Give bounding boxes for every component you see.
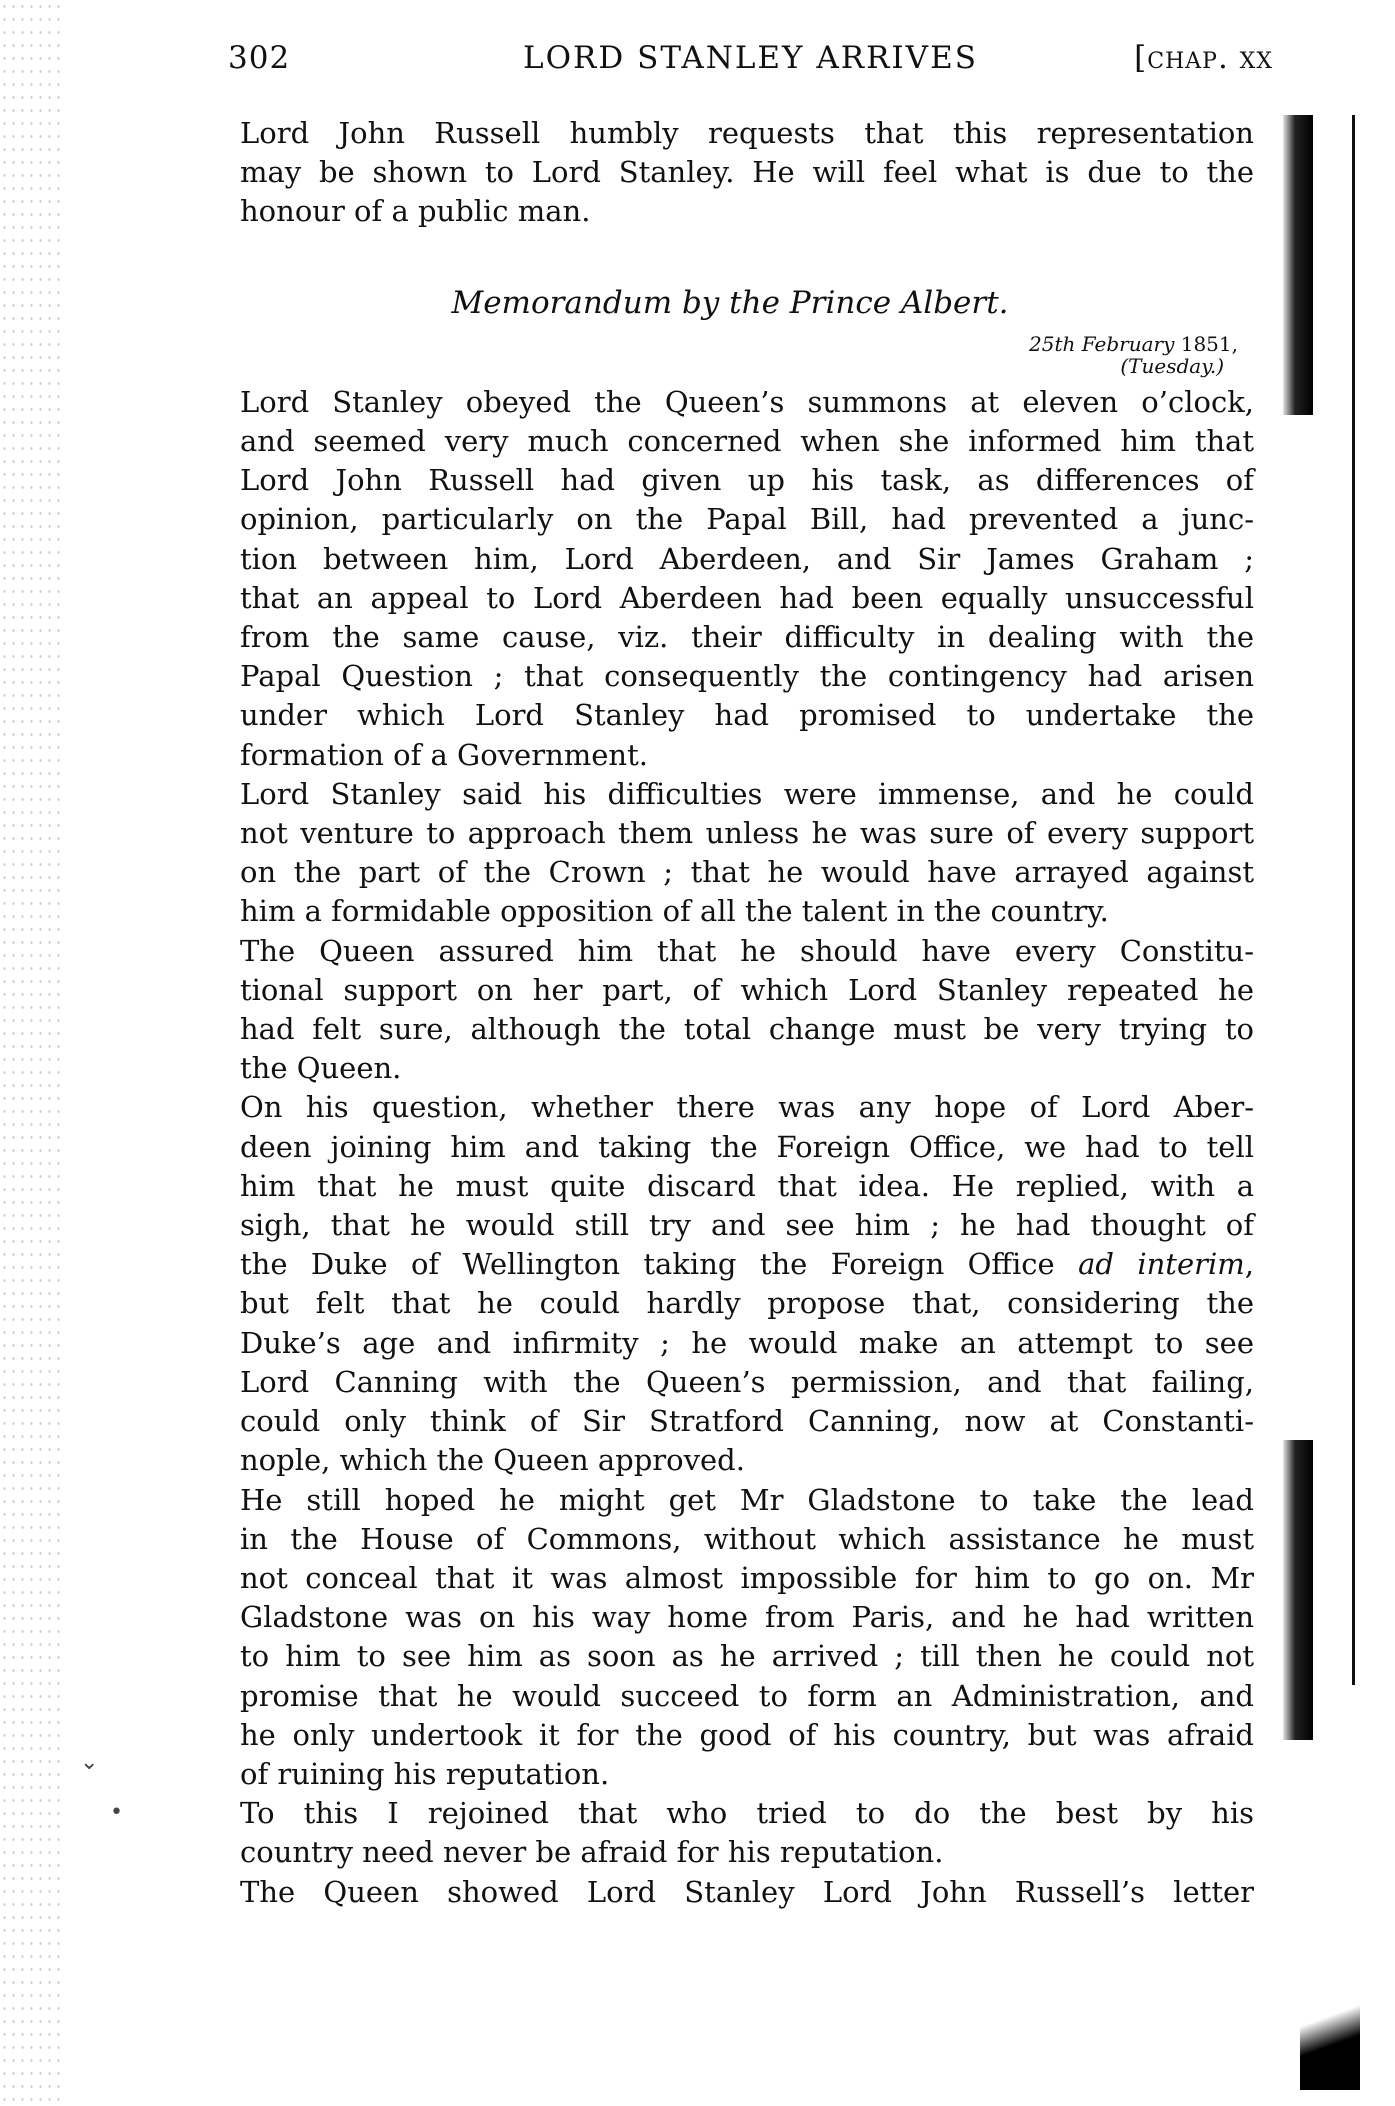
text-line: not venture to approach them unless he was sure of every support xyxy=(240,816,1254,851)
running-title: LORD STANLEY ARRIVES xyxy=(523,40,978,76)
text-line: to him to see him as soon as he arrived ; till then he could not xyxy=(240,1639,1254,1674)
text-line: Lord John Russell had given up his task, as differences of xyxy=(240,463,1254,498)
page-gutter-shadow xyxy=(1283,115,1313,415)
text-line: under which Lord Stanley had promised to undertake the xyxy=(240,698,1254,733)
text-line: Lord John Russell humbly requests that this representation xyxy=(240,116,1254,150)
text-line: Lord Stanley obeyed the Queen’s summons at eleven o’clock, xyxy=(240,384,1254,419)
text-line: Lord Stanley said his difficulties were immense, and he could xyxy=(240,776,1254,811)
text-line: could only think of Sir Stratford Canning, now at Constanti- xyxy=(240,1404,1254,1439)
text-line: nople, which the Queen approved. xyxy=(240,1443,745,1478)
text-line: promise that he would succeed to form an Administration, and xyxy=(240,1678,1254,1713)
text-line: He still hoped he might get Mr Gladstone to take the lead xyxy=(240,1482,1254,1517)
text-line: deen joining him and taking the Foreign Office, we had to tell xyxy=(240,1129,1254,1164)
text-line: in the House of Commons, without which assistance he must xyxy=(240,1521,1254,1556)
memorandum-date xyxy=(206,333,1238,377)
italic-phrase: ad interim xyxy=(1078,1247,1245,1282)
text-line: To this I rejoined that who tried to do the best by his xyxy=(240,1796,1254,1831)
text-line: him that he must quite discard that idea. He replied, with a xyxy=(240,1168,1254,1203)
text-line: the Duke of Wellington taking the Foreign Office ad interim, xyxy=(240,1247,1254,1282)
page-corner-shadow xyxy=(1300,1990,1360,2090)
text-line: Gladstone was on his way home from Paris, and he had written xyxy=(240,1600,1254,1635)
page-number: 302 xyxy=(228,40,291,76)
paragraph xyxy=(206,1873,1254,1912)
text-line: opinion, particularly on the Papal Bill, had prevented a junc- xyxy=(240,502,1254,537)
page-edge-line xyxy=(1352,115,1355,1685)
date-year: 1851, xyxy=(1180,331,1238,356)
text-line: formation of a Government. xyxy=(240,737,648,772)
paragraph-russell-request xyxy=(206,114,1254,232)
paragraph xyxy=(206,932,1254,1089)
text-line: from the same cause, viz. their difficulty in dealing with the xyxy=(240,620,1254,655)
paragraph xyxy=(206,1794,1254,1872)
text-line: he only undertook it for the good of his country, but was afraid xyxy=(240,1717,1254,1752)
text-line: Duke’s age and infirmity ; he would make an attempt to see xyxy=(240,1325,1254,1360)
paragraph xyxy=(206,1088,1254,1480)
text-line: The Queen assured him that he should have every Constitu- xyxy=(240,933,1254,968)
scan-mark: • xyxy=(110,1800,123,1825)
chapter-label: [chap. xx xyxy=(1134,40,1273,76)
text-line: may be shown to Lord Stanley. He will feel what is due to the xyxy=(240,155,1254,190)
paragraph xyxy=(206,1481,1254,1795)
text-line: but felt that he could hardly propose that, considering the xyxy=(240,1286,1254,1321)
text-line: sigh, that he would still try and see him ; he had thought of xyxy=(240,1208,1254,1243)
text-line: On his question, whether there was any hope of Lord Aber- xyxy=(240,1090,1254,1125)
text-line: on the part of the Crown ; that he would have arrayed against xyxy=(240,855,1254,890)
text-line: of ruining his reputation. xyxy=(240,1756,610,1791)
page-gutter-shadow xyxy=(1283,1440,1313,1740)
text-line: and seemed very much concerned when she informed him that xyxy=(240,424,1254,459)
text-line: him a formidable opposition of all the talent in the country. xyxy=(240,894,1109,929)
text-line: tion between him, Lord Aberdeen, and Sir James Graham ; xyxy=(240,541,1254,576)
text-line: that an appeal to Lord Aberdeen had been equally unsuccessful xyxy=(240,580,1254,615)
text-line: country need never be afraid for his reputation. xyxy=(240,1835,944,1870)
page-body xyxy=(206,114,1254,1912)
text-line: tional support on her part, of which Lord Stanley repeated he xyxy=(240,972,1254,1007)
paragraph xyxy=(206,383,1254,775)
text-line: honour of a public man. xyxy=(240,194,591,229)
memorandum-heading: Memorandum by the Prince Albert. xyxy=(451,284,1009,321)
text-line: Lord Canning with the Queen’s permission, and that failing, xyxy=(240,1364,1254,1399)
running-header xyxy=(228,40,1273,84)
date-day-month: 25th February xyxy=(1029,331,1175,356)
date-weekday: (Tuesday.) xyxy=(1120,353,1224,378)
text-line: had felt sure, although the total change must be very trying to xyxy=(240,1012,1254,1047)
text-line: the Queen. xyxy=(240,1051,402,1086)
paragraph xyxy=(206,775,1254,932)
scan-edge-noise xyxy=(0,0,60,2106)
text-line: The Queen showed Lord Stanley Lord John Russell’s letter xyxy=(240,1874,1254,1909)
text-line: not conceal that it was almost impossible for him to go on. Mr xyxy=(240,1560,1254,1595)
scan-mark: ⌄ xyxy=(80,1750,99,1775)
text-line: Papal Question ; that consequently the contingency had arisen xyxy=(240,659,1254,694)
